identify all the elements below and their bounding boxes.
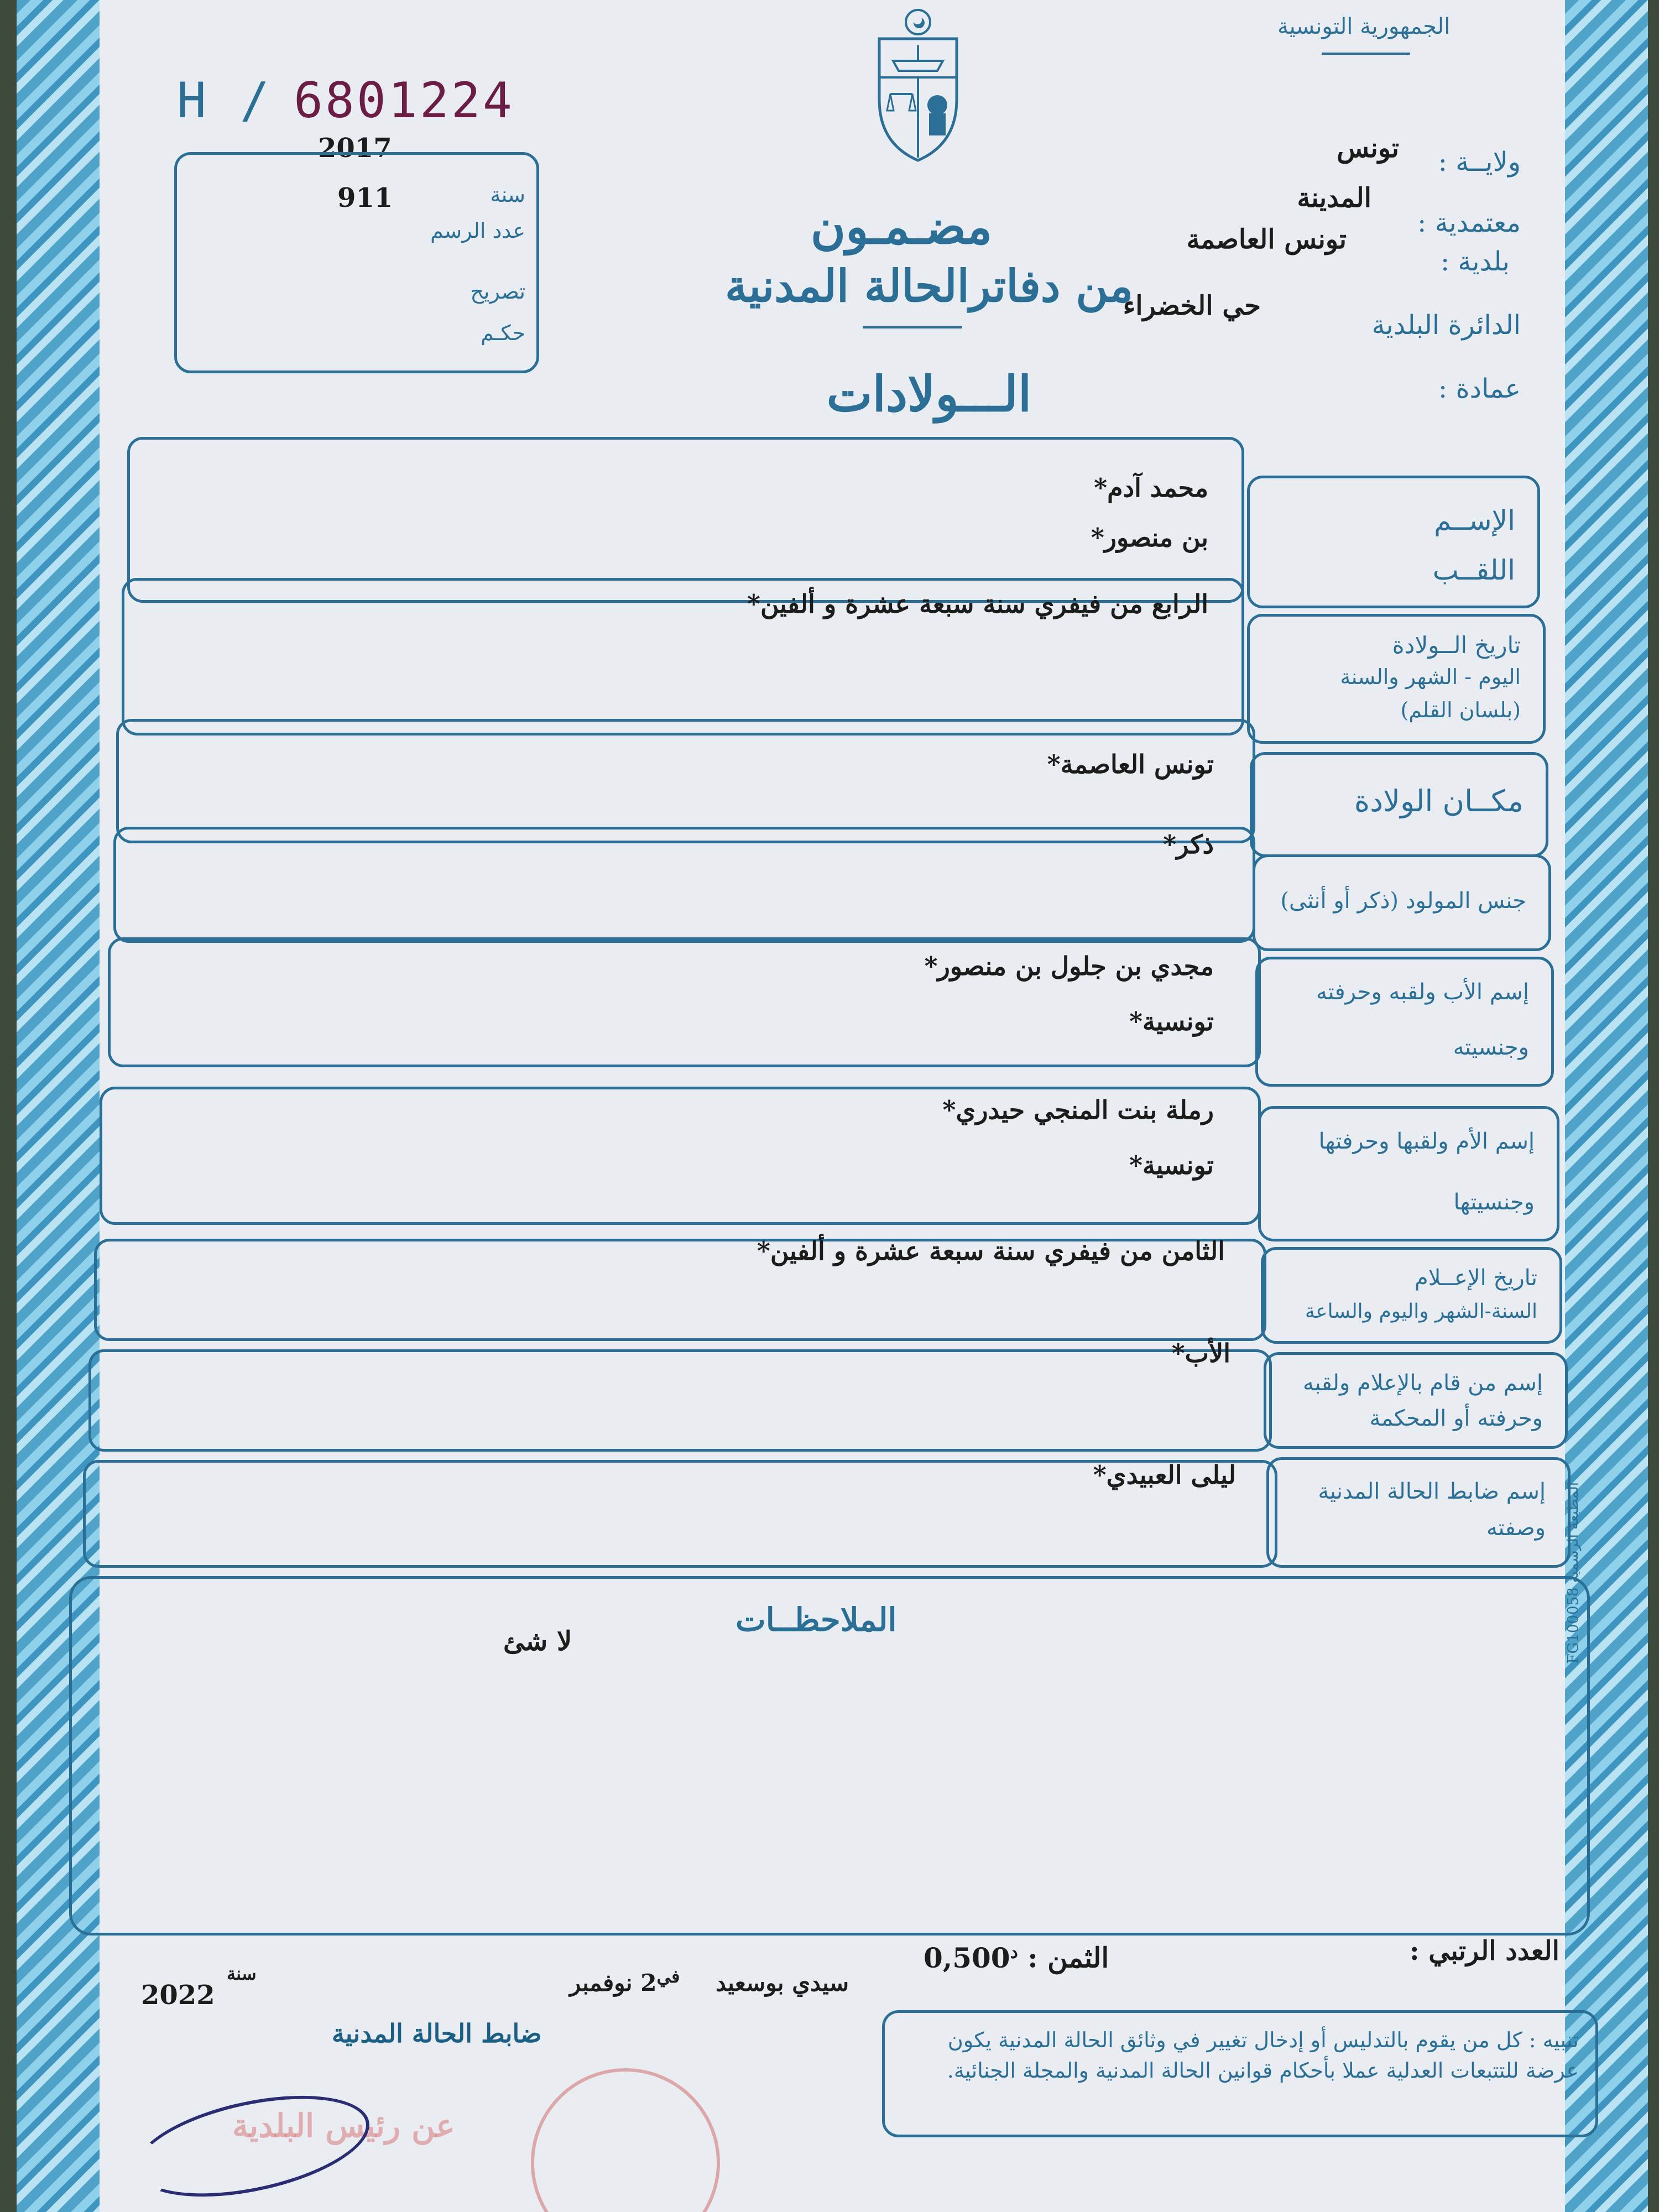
- birth-date-sublabel: اليوم - الشهر والسنة: [1340, 665, 1521, 689]
- name-label-box: [1247, 476, 1540, 608]
- country-name: الجمهورية التونسية: [1277, 14, 1451, 39]
- section-title-births: الـــولادات: [826, 365, 1032, 422]
- price-label: الثمن :: [1027, 1941, 1109, 1974]
- registry-box: [174, 152, 539, 373]
- price-value: [924, 1942, 1018, 1974]
- birth-place-value-box: [116, 719, 1255, 843]
- birth-date-written-label: (بلسان القلم): [1400, 698, 1521, 722]
- mother-label-box: [1258, 1106, 1559, 1241]
- warning-box: [882, 2010, 1598, 2137]
- district-value: حي الخضراء: [1123, 290, 1261, 321]
- district-label: الدائرة البلدية: [1371, 310, 1521, 341]
- header-divider: [1322, 53, 1410, 55]
- father-value-box: [108, 937, 1261, 1067]
- birth-certificate-paper: [17, 0, 1648, 2212]
- declarant-label-box: [1264, 1352, 1568, 1449]
- registry-number-label: عدد الرسم: [430, 218, 525, 243]
- birth-date-label: تاريخ الــولادة: [1392, 632, 1521, 659]
- registry-judgment-label: حكـم: [481, 321, 525, 345]
- price-unit: د: [1010, 1941, 1018, 1962]
- city-value: المدينة: [1297, 182, 1371, 213]
- father-nationality-label: وجنسيته: [1453, 1035, 1529, 1060]
- printer-mark: المطبعة الرسمية FG100058: [1565, 1482, 1582, 1664]
- municipality-label: بلدية :: [1441, 246, 1510, 277]
- officer-value-box: [83, 1460, 1277, 1568]
- tunisia-coat-of-arms-icon: [863, 6, 973, 166]
- birth-place-label: مكــان الولادة: [1354, 784, 1524, 818]
- declaration-date-value-box: [94, 1236, 1266, 1341]
- first-name-value: محمد آدم*: [1094, 473, 1208, 503]
- registry-year-value: 2017: [318, 133, 392, 164]
- officer-label: إسم ضابط الحالة المدنية: [1318, 1479, 1546, 1504]
- issue-in-label: في: [656, 1966, 680, 1987]
- warning-text: تنبيه : كل من يقوم بالتدليس أو إدخال تغيير في وثائق الحالة المدنية يكون عرضة للتتبعات العدلية عملا بأحكام قوانين الحالة المدنية والمجلة الجنائية.: [947, 2028, 1579, 2083]
- issue-year: 2022: [141, 1980, 215, 2011]
- delegation-label: معتمدية :: [1417, 207, 1521, 238]
- registry-number-value: 911: [337, 182, 393, 213]
- declarant-sublabel: وحرفته أو المحكمة: [1369, 1406, 1543, 1431]
- serial-prefix: H /: [177, 72, 272, 129]
- governorate-value: تونس: [1337, 133, 1399, 164]
- officer-value: ليلى العبيدي*: [1093, 1460, 1236, 1490]
- declarant-value: الأب*: [1171, 1338, 1230, 1368]
- issue-day: 2: [640, 1969, 657, 1996]
- mother-label: إسم الأم ولقبها وحرفتها: [1318, 1129, 1535, 1154]
- mother-nationality-value: تونسية*: [1129, 1150, 1214, 1180]
- sex-label-box: [1253, 854, 1551, 951]
- signature-mark: [126, 2078, 378, 2212]
- sex-value: ذكر*: [1163, 830, 1214, 859]
- officer-title-label: وصفته: [1486, 1515, 1546, 1541]
- last-name-label: اللقــب: [1432, 554, 1515, 586]
- issue-month: نوفمبر: [570, 1969, 633, 1996]
- mother-name-value: رملة بنت المنجي حيدري*: [942, 1095, 1214, 1125]
- document-title: مضـمـون: [810, 199, 993, 255]
- notes-title: الملاحظــات: [735, 1601, 897, 1639]
- declarant-value-box: [88, 1338, 1272, 1452]
- serial-number: [177, 72, 514, 129]
- municipality-value: تونس العاصمة: [1186, 224, 1347, 255]
- sex-label: جنس المولود (ذكر أو أنثى): [1280, 888, 1526, 914]
- father-label: إسم الأب ولقبه وحرفته: [1316, 979, 1529, 1005]
- father-name-value: مجدي بن جلول بن منصور*: [924, 951, 1214, 981]
- declarant-label: إسم من قام بالإعلام ولقبه: [1303, 1370, 1543, 1396]
- serial-order-label: العدد الرتبي :: [1409, 1936, 1559, 1966]
- registry-year-label: سنة: [490, 182, 525, 207]
- sex-value-box: [113, 827, 1255, 943]
- official-stamp: [531, 2068, 720, 2212]
- issue-year-label: سنة: [227, 1963, 257, 1984]
- imada-label: عمادة :: [1438, 373, 1521, 404]
- officer-label-box: [1266, 1457, 1571, 1568]
- price-amount: 0,500: [924, 1941, 1010, 1974]
- birth-date-value: الرابع من فيفري سنة سبعة عشرة و ألفين*: [747, 589, 1208, 619]
- declaration-date-label: تاريخ الإعــلام: [1414, 1265, 1537, 1291]
- mother-value-box: [100, 1087, 1261, 1225]
- declaration-date-label-box: [1261, 1247, 1562, 1344]
- subtitle-underline: [863, 326, 962, 328]
- mother-nationality-label: وجنسيتها: [1453, 1190, 1535, 1215]
- issue-place: سيدي بوسعيد: [716, 1969, 849, 1996]
- birth-place-value: تونس العاصمة*: [1047, 749, 1214, 779]
- issue-place-date: [570, 1966, 849, 1996]
- father-label-box: [1255, 957, 1554, 1087]
- governorate-label: ولايــة :: [1438, 147, 1521, 178]
- notes-value: لا شئ: [503, 1626, 572, 1657]
- mayor-stamp-text: عن رئيس البلدية: [232, 2107, 455, 2145]
- father-nationality-value: تونسية*: [1129, 1006, 1214, 1036]
- last-name-value: بن منصور*: [1091, 523, 1208, 552]
- price-field: [924, 1941, 1109, 1974]
- document-subtitle: من دفاترالحالة المدنية: [724, 260, 1134, 312]
- birth-place-label-box: [1250, 752, 1548, 857]
- serial-digits: 6801224: [293, 72, 514, 129]
- declaration-date-value: الثامن من فيفري سنة سبعة عشرة و ألفين*: [757, 1236, 1225, 1266]
- birth-date-label-box: [1247, 614, 1546, 744]
- first-name-label: الإســم: [1434, 504, 1515, 536]
- declaration-date-sublabel: السنة-الشهر واليوم والساعة: [1305, 1300, 1537, 1323]
- birth-date-value-box: [122, 578, 1244, 735]
- registry-declaration-label: تصريح: [470, 279, 525, 304]
- signatory-title: ضابط الحالة المدنية: [332, 2018, 542, 2048]
